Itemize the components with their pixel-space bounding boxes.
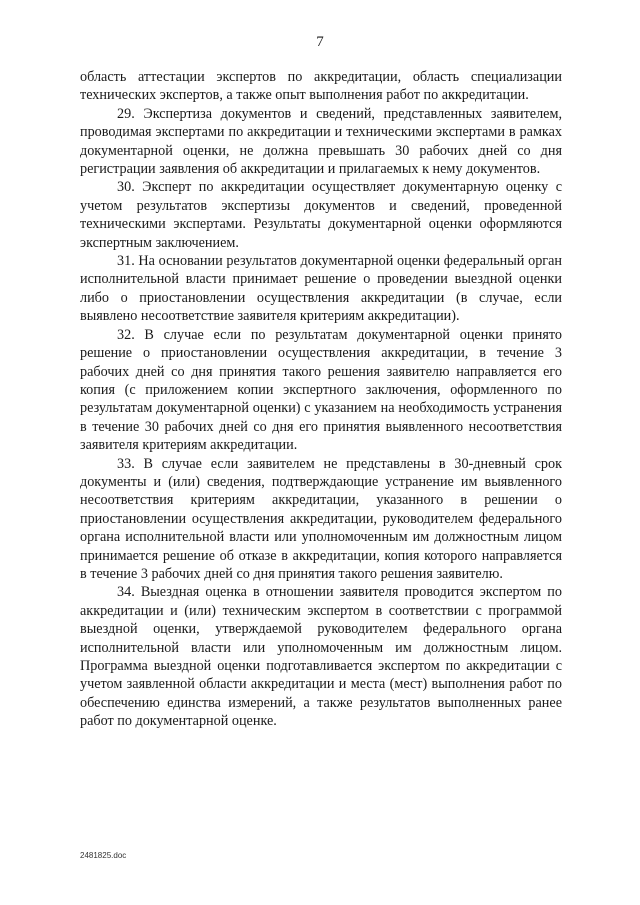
paragraph-33: 33. В случае если заявителем не представлены в 30-дневный срок документы и (или) сведения, подтверждающие устранение им выявленного несоответствия критериям аккредитации, указанного в решении о приостановлении осуществления аккредитации, руководителем федерального органа исполнительной власти или уполномоченным им должностным лицом принимается решение об отказе в аккредитации, копия которого направляется в течение 3 рабочих дней со дня принятия такого решения заявителю.	[80, 455, 562, 582]
paragraph-32: 32. В случае если по результатам документарной оценки принято решение о приостановлении осуществления аккредитации, в течение 3 рабочих дней со дня принятия такого решения заявителю направляется его копия (с приложением копии экспертного заключения, оформленного по результатам документарной оценки) с указанием на необходимость устранения в течение 30 рабочих дней со дня его принятия выявленного несоответствия заявителя критериям аккредитации.	[80, 326, 562, 454]
paragraph-31: 31. На основании результатов документарной оценки федеральный орган исполнительной власти принимает решение о проведении выездной оценки либо о приостановлении осуществления аккредитации (в случае, если выявлено несоответствие заявителя критериям аккредитации).	[80, 253, 562, 325]
paragraph-29: 29. Экспертиза документов и сведений, представленных заявителем, проводимая экспертами по аккредитации и техническими экспертами в рамках документарной оценки, не должна превышать 30 рабочих дней со дня регистрации заявления об аккредитации и прилагаемых к нему документов.	[80, 105, 562, 178]
paragraph-34: 34. Выездная оценка в отношении заявителя проводится экспертом по аккредитации и (или) техническим экспертом в соответствии с программой выездной оценки, утверждаемой руководителем федерального органа исполнительной власти или уполномоченным им должностным лицом. Программа выездной оценки подготавливается экспертом по аккредитации с учетом заявленной области аккредитации и места (мест) выполнения работ по обеспечению единства измерений, а также результатов выполненных ранее работ по документарной оценке.	[80, 584, 562, 730]
document-body	[80, 68, 562, 731]
paragraph-continuation: область аттестации экспертов по аккредитации, область специализации технических экспертов, а также опыт выполнения работ по аккредитации.	[80, 69, 562, 104]
page-number: 7	[316, 34, 324, 50]
footer-filename: 2481825.doc	[80, 851, 127, 860]
paragraph-30: 30. Эксперт по аккредитации осуществляет документарную оценку с учетом результатов экспертизы документов и сведений, проведенной техническими экспертами. Результаты документарной оценки оформляются экспертным заключением.	[80, 179, 562, 251]
